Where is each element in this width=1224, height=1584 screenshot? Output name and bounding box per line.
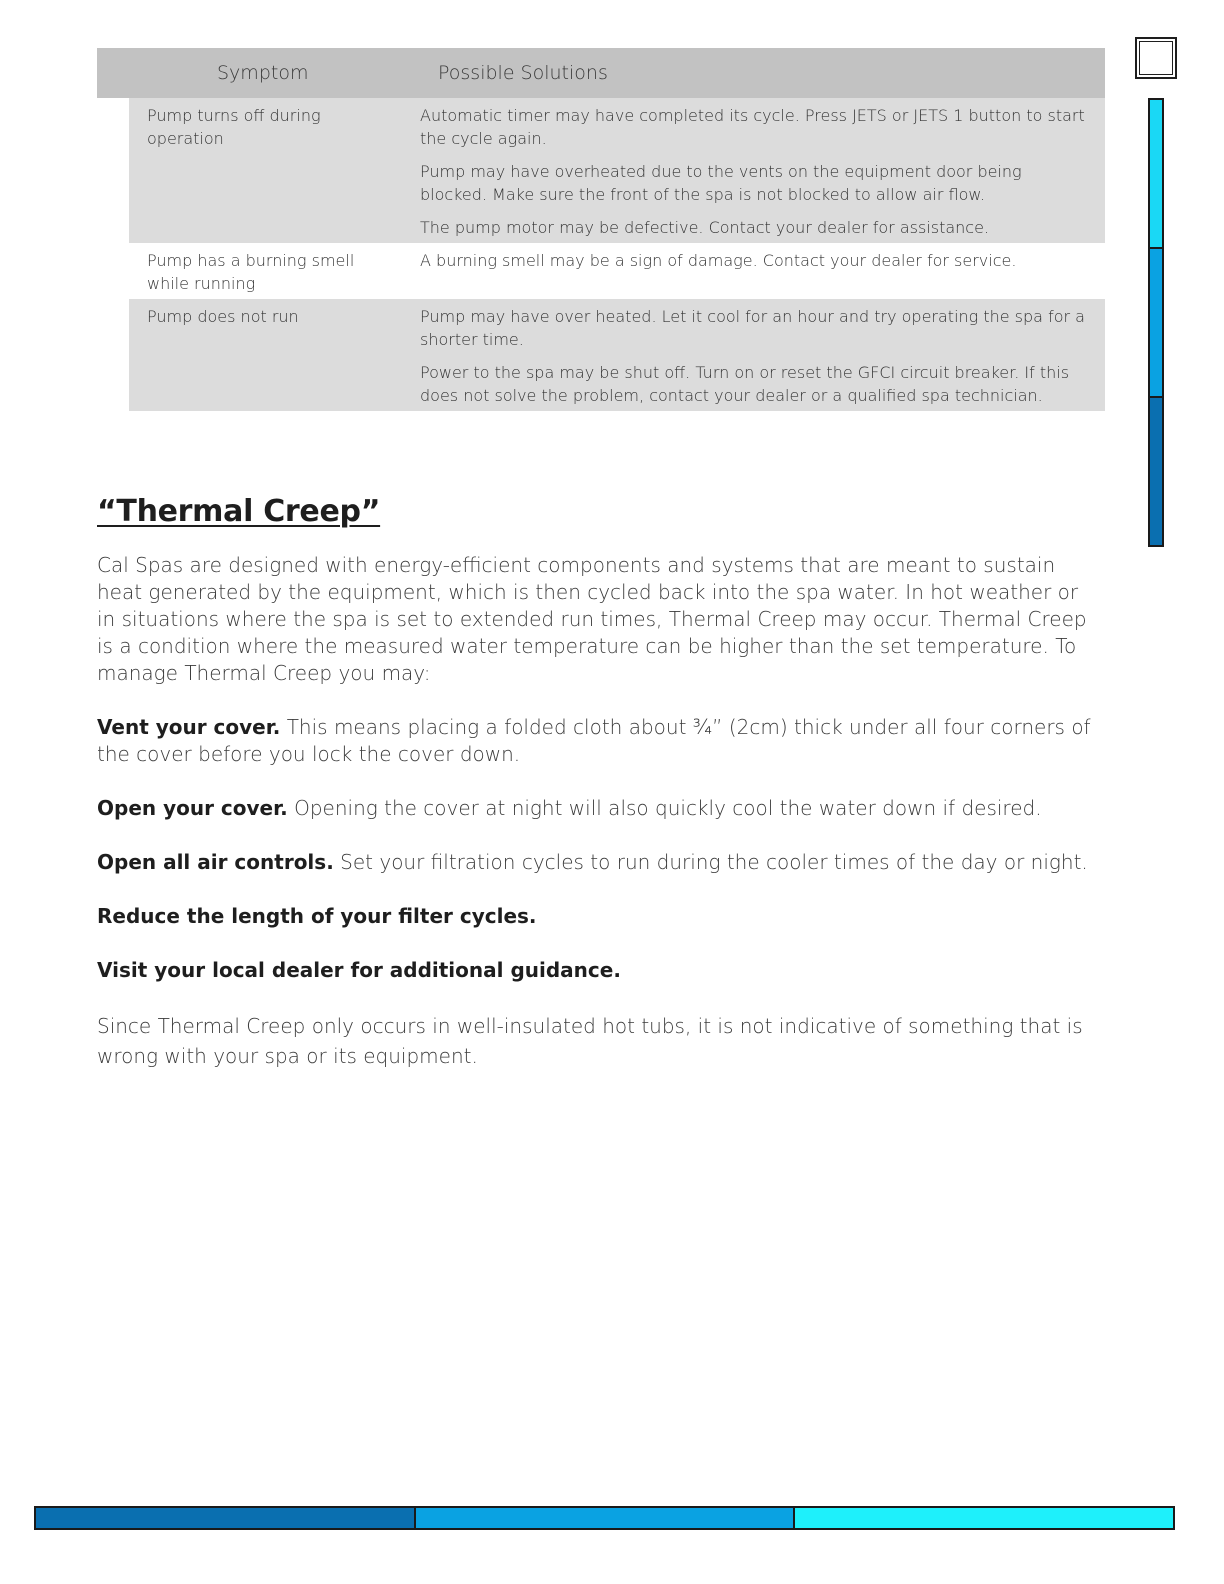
footer-color-bar (34, 1506, 1175, 1530)
solution-text: Pump may have over heated. Let it cool for an hour and try operating the spa for a shorter time. (420, 307, 1085, 349)
side-bar-segment (1150, 396, 1162, 545)
solutions-cell (401, 243, 1105, 299)
footer-bar-segment (36, 1508, 414, 1528)
footer-bar-segment (793, 1508, 1173, 1528)
table-body (129, 98, 1105, 411)
solutions-cell (401, 98, 1105, 243)
table-row (129, 98, 1105, 243)
tip-lead: Vent your cover. (97, 715, 281, 739)
tip-lead: Visit your local dealer for additional guidance. (97, 958, 621, 982)
intro-paragraph: Cal Spas are designed with energy-efficient components and systems that are meant to sustain heat generated by the equipment, which is then cycled back into the spa water. In hot weather or in situations where the spa is set to extended run times, Thermal Creep may occur. Thermal Creep is a condition where the measured water temperature can be higher than the set temperature. To manage Thermal Creep you may: (97, 553, 1087, 685)
tip-lead: Open your cover. (97, 796, 288, 820)
symptom-cell: Pump has a burning smell while running (147, 251, 355, 293)
side-tab-box (1135, 37, 1177, 79)
solutions-cell (401, 299, 1105, 411)
symptom-cell: Pump does not run (147, 307, 299, 326)
table-row (129, 299, 1105, 411)
tip-paragraph (97, 795, 1097, 822)
table-row (129, 243, 1105, 299)
tip-paragraph (97, 903, 1097, 930)
solution-text: The pump motor may be defective. Contact your dealer for assistance. (420, 218, 990, 237)
solution-text: Power to the spa may be shut off. Turn on or reset the GFCI circuit breaker. If this does not solve the problem, contact your dealer or a qualified spa technician. (420, 363, 1070, 405)
header-symptom: Symptom (217, 62, 309, 84)
section-title: “Thermal Creep” (97, 494, 381, 529)
solution-text: Automatic timer may have completed its cycle. Press JETS or JETS 1 button to start the cycle again. (420, 106, 1085, 148)
footer-bar-segment (414, 1508, 794, 1528)
symptom-cell: Pump turns off during operation (147, 106, 321, 148)
side-bar-segment (1150, 247, 1162, 396)
solution-text: A burning smell may be a sign of damage. Contact your dealer for service. (420, 251, 1017, 270)
tip-paragraph (97, 957, 1097, 984)
tip-text: This means placing a folded cloth about ¾” (2cm) thick under all four corners of the cover before you lock the cover down. (97, 715, 1091, 766)
tip-lead: Reduce the length of your filter cycles. (97, 904, 537, 928)
tip-text: Opening the cover at night will also quickly cool the water down if desired. (287, 796, 1042, 820)
side-bar-segment (1150, 100, 1162, 247)
tip-paragraph (97, 714, 1097, 768)
side-color-bar (1148, 98, 1164, 547)
table-header (97, 48, 1105, 98)
closing-paragraph: Since Thermal Creep only occurs in well-insulated hot tubs, it is not indicative of something that is wrong with your spa or its equipment. (97, 1014, 1083, 1068)
tip-lead: Open all air controls. (97, 850, 334, 874)
troubleshooting-table (97, 48, 1105, 411)
tip-text: Set your filtration cycles to run during the cooler times of the day or night. (333, 850, 1088, 874)
tip-paragraph (97, 849, 1097, 876)
header-possible-solutions: Possible Solutions (438, 62, 608, 84)
solution-text: Pump may have overheated due to the vents on the equipment door being blocked. Make sure the front of the spa is not blocked to allow air flow. (420, 162, 1022, 204)
thermal-creep-section (97, 494, 1097, 1071)
